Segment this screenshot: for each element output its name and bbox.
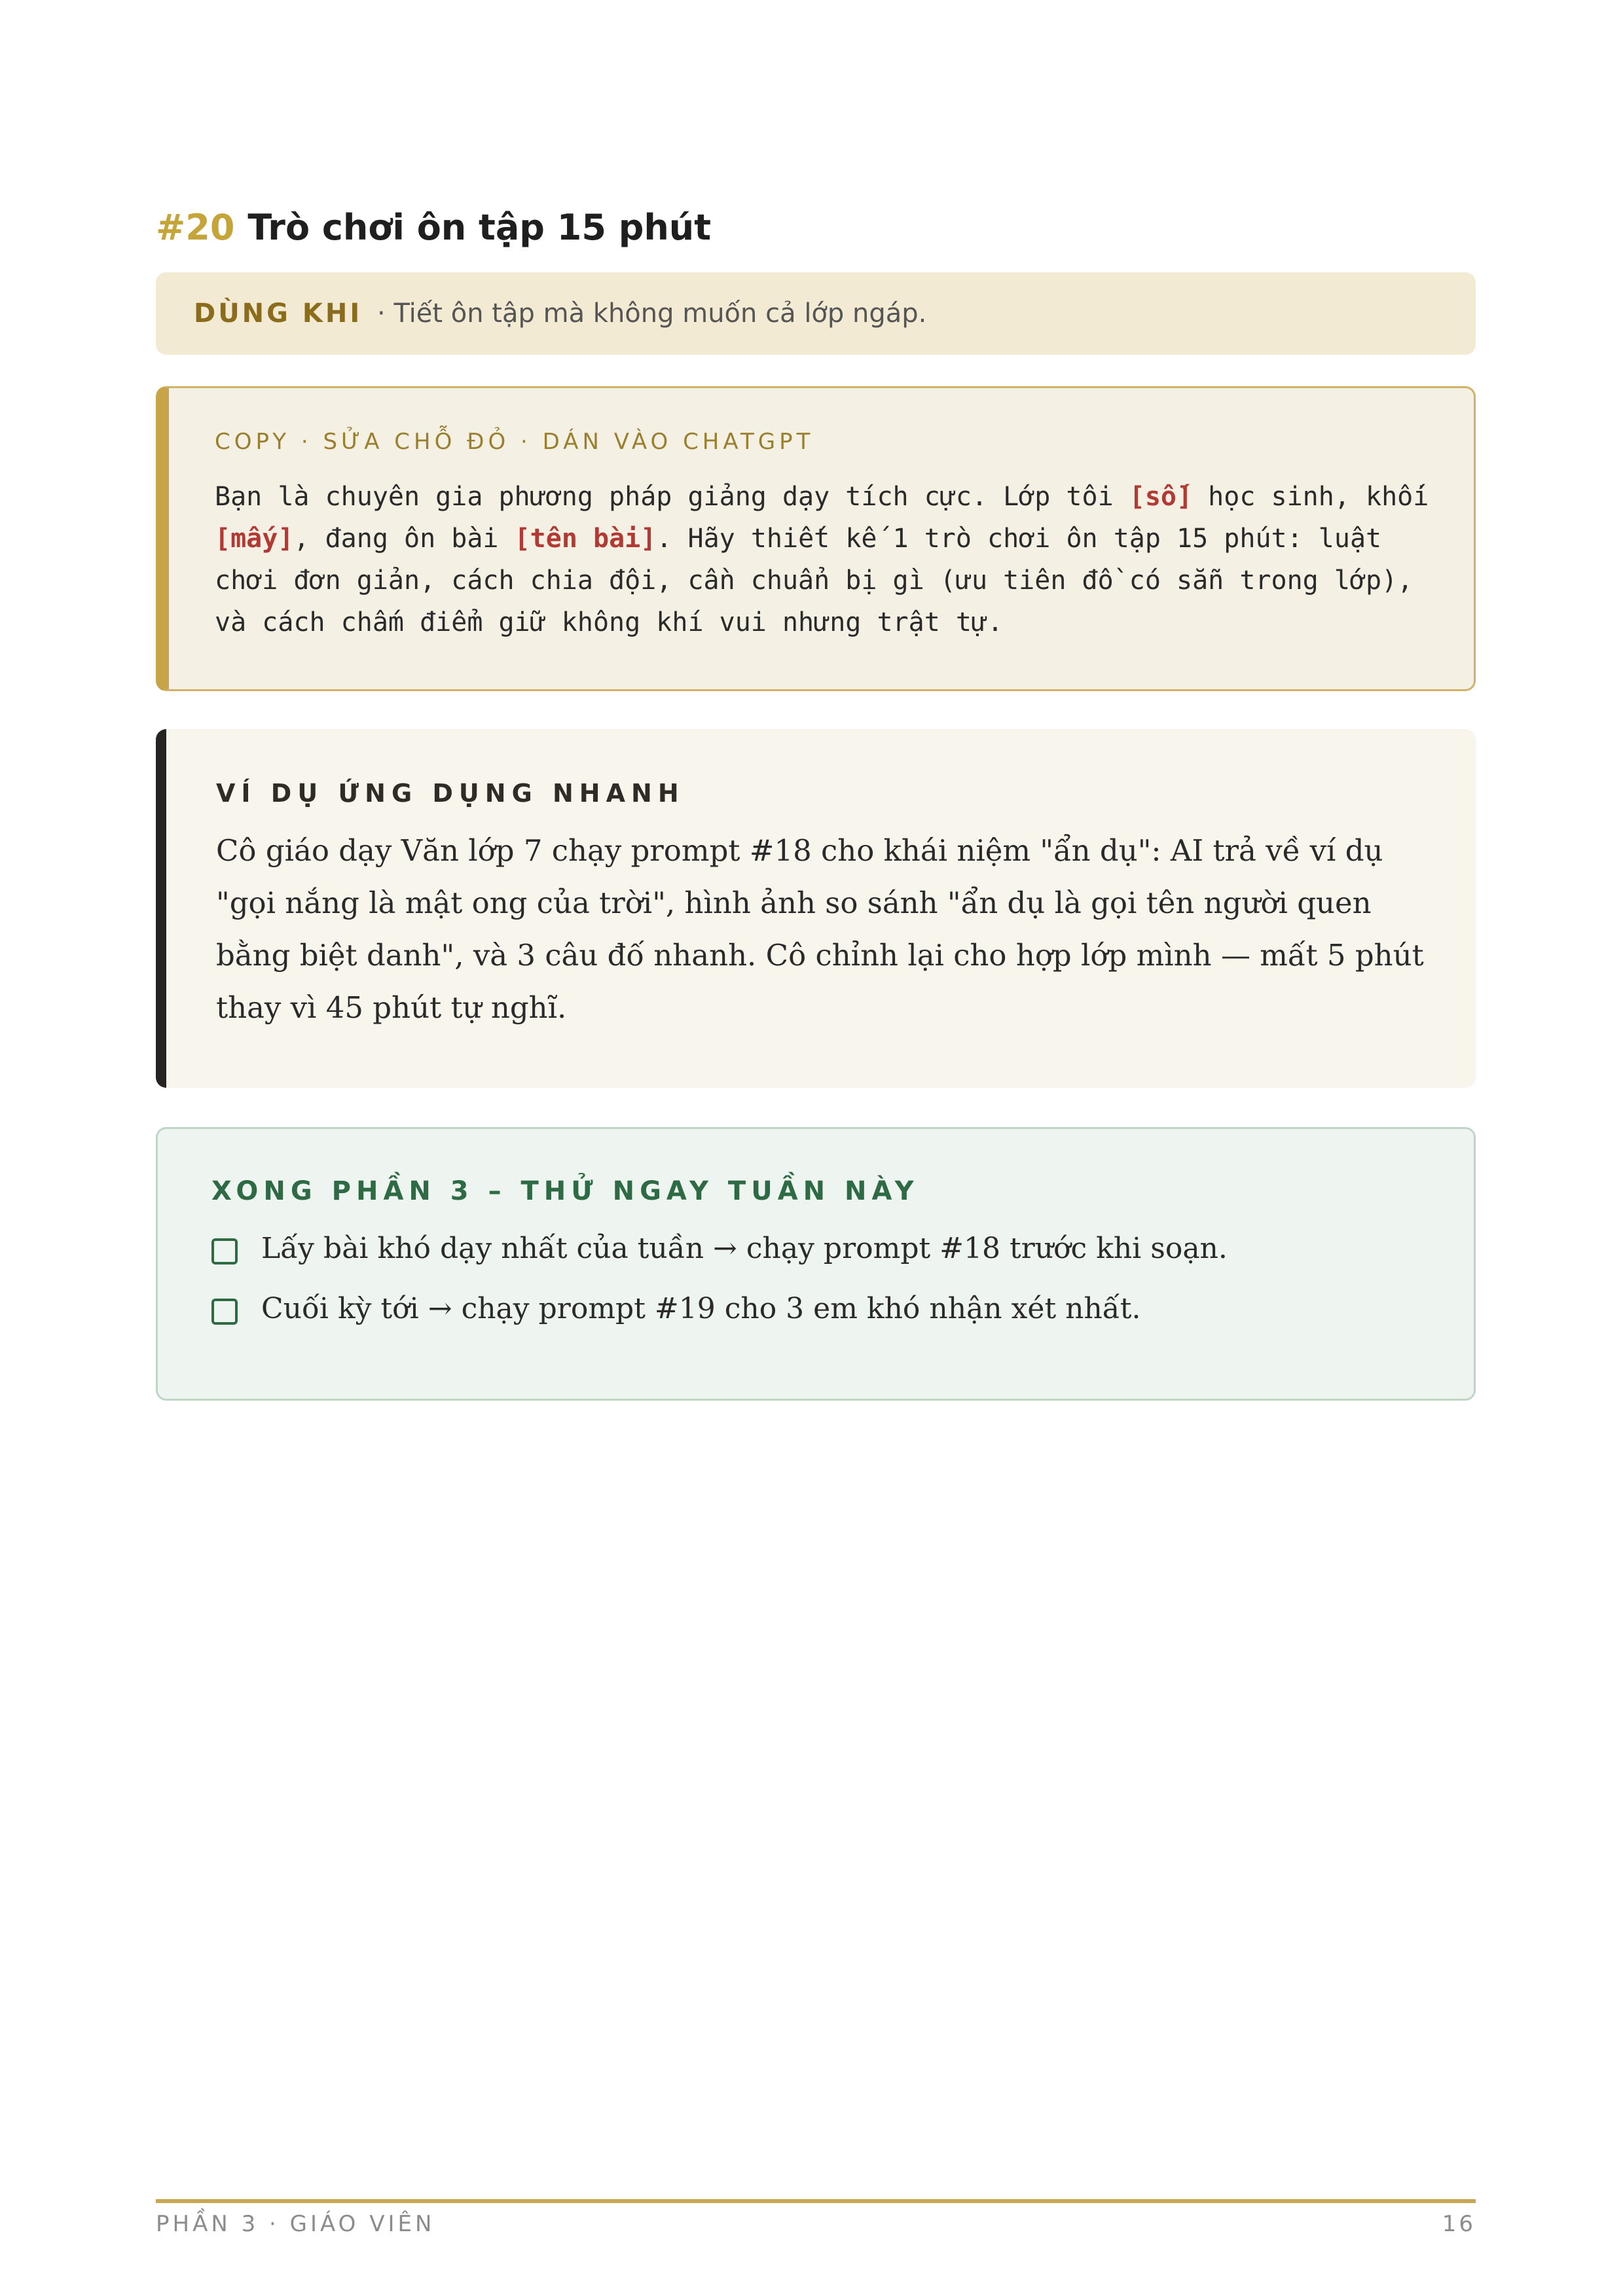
todo-box xyxy=(156,1127,1476,1401)
placeholder-so: [số] xyxy=(1129,482,1193,512)
page-number: 16 xyxy=(1442,2211,1476,2237)
example-box xyxy=(156,729,1476,1088)
todo-item[interactable] xyxy=(211,1229,1434,1268)
todo-item-text: Cuối kỳ tới → chạy prompt #19 cho 3 em khó nhận xét nhất. xyxy=(261,1291,1141,1325)
prompt-text[interactable] xyxy=(215,476,1446,643)
usage-banner xyxy=(156,272,1476,355)
todo-item[interactable] xyxy=(211,1289,1434,1328)
prompt-text-part: . Hãy thiết kế 1 trò chơi ôn tập 15 phút: luật chơi đơn giản, cách chia đội, cần chuẩn bị gì (ưu tiên đồ có sẵn trong lớp), và cách chấm điểm giữ không khí vui nhưng trật tự. xyxy=(215,524,1413,637)
prompt-text-part: Bạn là chuyên gia phương pháp giảng dạy tích cực. Lớp tôi xyxy=(215,482,1129,512)
usage-separator: · xyxy=(369,298,394,329)
example-body: Cô giáo dạy Văn lớp 7 chạy prompt #18 cho khái niệm "ẩn dụ": AI trả về ví dụ "gọi nắng là mật ong của trời", hình ảnh so sánh "ẩn dụ là gọi tên người quen bằng biệt danh", và 3 câu đố nhanh. Cô chỉnh lại cho hợp lớp mình — mất 5 phút thay vì 45 phút tự nghĩ. xyxy=(216,833,1424,1025)
prompt-box xyxy=(156,386,1476,691)
prompt-text-part: học sinh, khối xyxy=(1192,482,1429,512)
usage-label: DÙNG KHI xyxy=(194,298,363,329)
section-heading xyxy=(156,207,711,248)
prompt-text-part: , đang ôn bài xyxy=(293,524,515,554)
todo-title: XONG PHẦN 3 – THỬ NGAY TUẦN NÀY xyxy=(211,1176,919,1206)
placeholder-may: [mấy] xyxy=(215,524,294,554)
footer-section-label: PHẦN 3 · GIÁO VIÊN xyxy=(156,2211,435,2237)
section-title: Trò chơi ôn tập 15 phút xyxy=(247,207,712,248)
todo-item-text: Lấy bài khó dạy nhất của tuần → chạy prompt #18 trước khi soạn. xyxy=(261,1231,1228,1265)
footer-divider xyxy=(156,2199,1476,2203)
section-number: #20 xyxy=(156,207,235,248)
example-title: VÍ DỤ ỨNG DỤNG NHANH xyxy=(216,779,685,808)
checkbox[interactable] xyxy=(211,1238,238,1265)
checkbox[interactable] xyxy=(211,1299,238,1325)
prompt-caption: COPY · SỬA CHỖ ĐỎ · DÁN VÀO CHATGPT xyxy=(215,429,814,455)
usage-text: Tiết ôn tập mà không muốn cả lớp ngáp. xyxy=(393,298,927,329)
placeholder-ten-bai: [tên bài] xyxy=(514,524,657,554)
